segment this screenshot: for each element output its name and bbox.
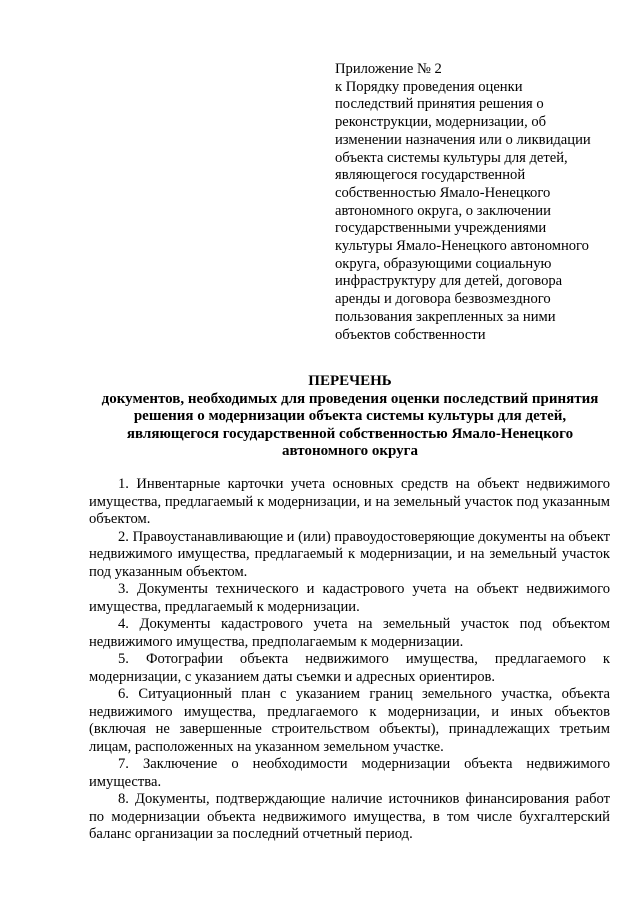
appendix-line: аренды и договора безвозмездного (335, 291, 551, 308)
title-heading: ПЕРЕЧЕНЬ (308, 373, 392, 389)
appendix-line: реконструкции, модернизации, об (335, 114, 547, 131)
title-line: решения о модернизации объекта системы культуры для детей, (133, 408, 567, 425)
appendix-line: собственностью Ямало-Ненецкого (335, 184, 551, 201)
appendix-line: к Порядку проведения оценки (335, 78, 523, 95)
list-item: 8. Документы, подтверждающие наличие источников финансирования работ по модернизации объекта недвижимого имущества, в том числе бухгалтерский баланс организации за последний отчетный период. (89, 791, 610, 842)
list-item: 4. Документы кадастрового учета на земельный участок под объектом недвижимого имущества, предполагаемым к модернизации. (89, 616, 610, 650)
document-list (89, 476, 610, 844)
appendix-line: последствий принятия решения о (335, 96, 544, 113)
title-line: автономного округа (282, 443, 418, 460)
list-item: 2. Правоустанавливающие и (или) правоудостоверяющие документы на объект недвижимого имущества, предлагаемый к модернизации, и на земельный участок под указанным объектом. (89, 528, 610, 580)
title-line: являющегося государственной собственностью Ямало-Ненецкого (126, 425, 574, 442)
list-item: 6. Ситуационный план с указанием границ земельного участка, объекта недвижимого имущества, предлагаемого к модернизации, и иных объектов (включая не завершенные строительством объекты), принадлежащих третьим лицам, расположенных на указанном земельном участке. (89, 686, 610, 755)
appendix-line: государственными учреждениями (335, 220, 547, 237)
appendix-line: Приложение № 2 (335, 61, 442, 77)
appendix-line: округа, образующими социальную (335, 255, 552, 272)
appendix-line: объекта системы культуры для детей, (335, 149, 568, 166)
appendix-note (335, 61, 615, 344)
list-item: 5. Фотографии объекта недвижимого имущества, предлагаемого к модернизации, с указанием даты съемки и адресных ориентиров. (89, 651, 610, 685)
appendix-line: культуры Ямало-Ненецкого автономного (335, 238, 589, 255)
title-line: документов, необходимых для проведения оценки последствий принятия (101, 390, 599, 407)
list-item: 7. Заключение о необходимости модернизации объекта недвижимого имущества. (89, 756, 610, 790)
list-item: 1. Инвентарные карточки учета основных средств на объект недвижимого имущества, предлагаемый к модернизации, и на земельный участок под указанным объектом. (89, 476, 610, 527)
document-title (60, 373, 640, 461)
appendix-line: объектов собственности (335, 326, 486, 343)
appendix-line: изменении назначения или о ликвидации (335, 131, 591, 148)
appendix-line: автономного округа, о заключении (335, 202, 551, 219)
appendix-line: являющегося государственной (335, 167, 526, 184)
list-item: 3. Документы технического и кадастрового учета на объект недвижимого имущества, предлагаемый к модернизации. (89, 581, 610, 615)
appendix-line: пользования закрепленных за ними (335, 308, 556, 325)
appendix-line: инфраструктуру для детей, договора (335, 273, 563, 290)
